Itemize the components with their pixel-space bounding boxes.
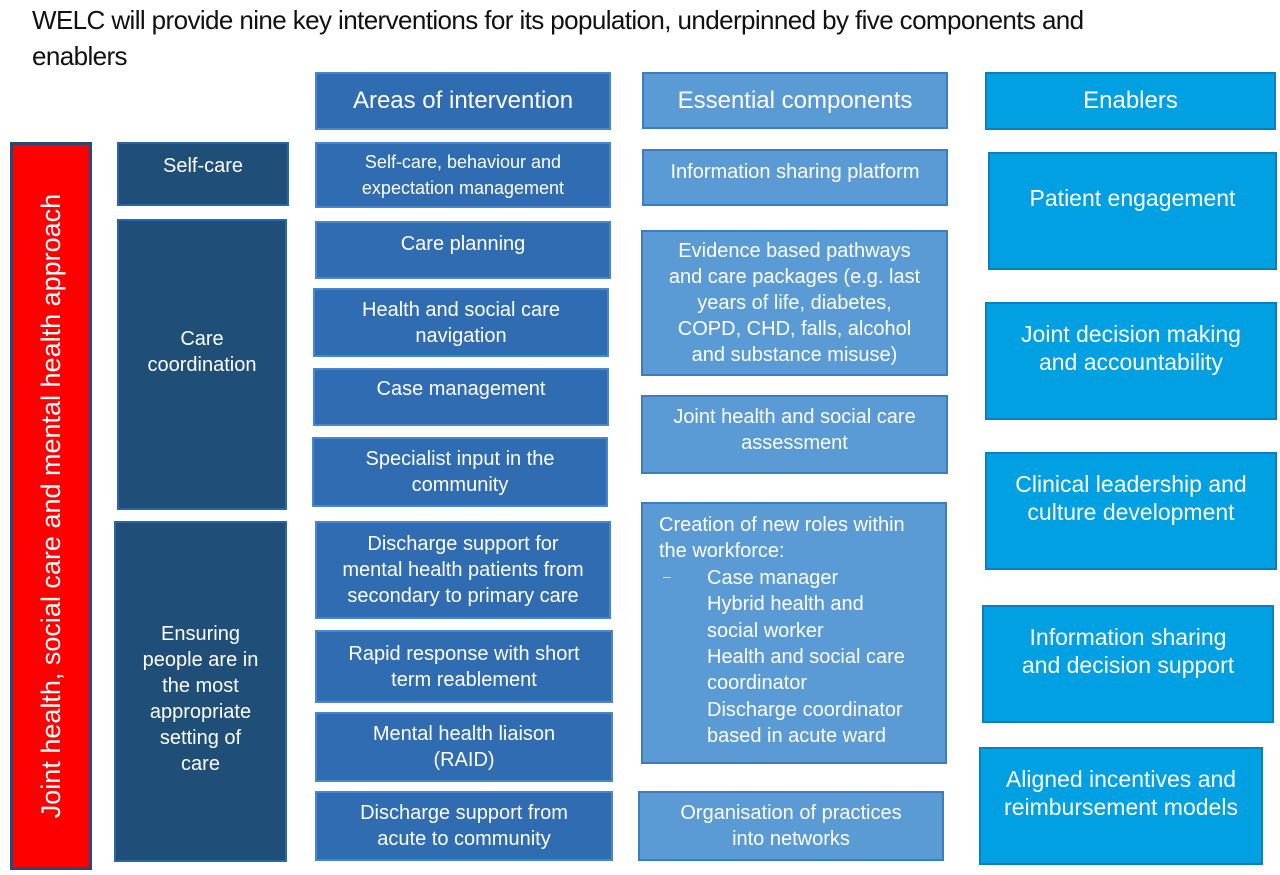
new-roles-intro: Creation of new roles within the workforce:: [659, 514, 905, 563]
enabler-patient-engagement: Patient engagement: [988, 152, 1277, 270]
header-areas-of-intervention: Areas of intervention: [315, 72, 611, 130]
category-self-care: Self-care: [117, 142, 289, 206]
enabler-aligned-incentives: Aligned incentives and reimbursement models: [979, 747, 1263, 865]
intervention-care-planning: Care planning: [315, 221, 611, 279]
intervention-mental-health-liaison: Mental health liaison (RAID): [315, 712, 613, 782]
intervention-acute-discharge: Discharge support from acute to community: [315, 791, 613, 861]
component-evidence-pathways: Evidence based pathways and care packages (e.g. last years of life, diabetes, COPD, CHD, falls, alcohol and substance misuse): [641, 230, 948, 376]
enabler-joint-decision-making: Joint decision making and accountability: [985, 302, 1277, 420]
intervention-case-management: Case management: [313, 368, 609, 426]
category-appropriate-setting: Ensuring people are in the most appropriate setting of care: [114, 521, 287, 862]
component-info-sharing-platform: Information sharing platform: [642, 149, 948, 206]
header-enablers: Enablers: [985, 72, 1276, 130]
component-joint-assessment: Joint health and social care assessment: [641, 395, 948, 474]
enabler-information-sharing: Information sharing and decision support: [982, 605, 1274, 723]
list-item: – Case manager: [659, 565, 937, 591]
intervention-rapid-response: Rapid response with short term reablement: [315, 630, 613, 703]
new-roles-list: [659, 565, 937, 750]
category-care-coordination: Care coordination: [117, 219, 287, 510]
approach-side-bar: [10, 142, 92, 870]
component-new-roles: [641, 502, 947, 764]
role-bullet: –: [663, 567, 671, 584]
intervention-navigation: Health and social care navigation: [313, 288, 609, 357]
list-item: Hybrid health and social worker: [707, 593, 864, 642]
header-essential-components: Essential components: [642, 72, 948, 129]
intervention-mental-health-discharge: Discharge support for mental health patients from secondary to primary care: [315, 521, 611, 619]
intervention-specialist-input: Specialist input in the community: [312, 437, 608, 507]
list-item: Discharge coordinator based in acute ward: [707, 698, 903, 748]
approach-side-label: Joint health, social care and mental health approach: [36, 193, 66, 819]
enabler-clinical-leadership: Clinical leadership and culture development: [985, 452, 1277, 570]
intervention-self-care-management: Self-care, behaviour and expectation management: [315, 142, 611, 208]
diagram-title: WELC will provide nine key interventions for its population, underpinned by five components and enablers: [32, 5, 1084, 71]
list-item: Health and social care coordinator: [707, 646, 905, 695]
component-practice-networks: Organisation of practices into networks: [638, 791, 944, 861]
